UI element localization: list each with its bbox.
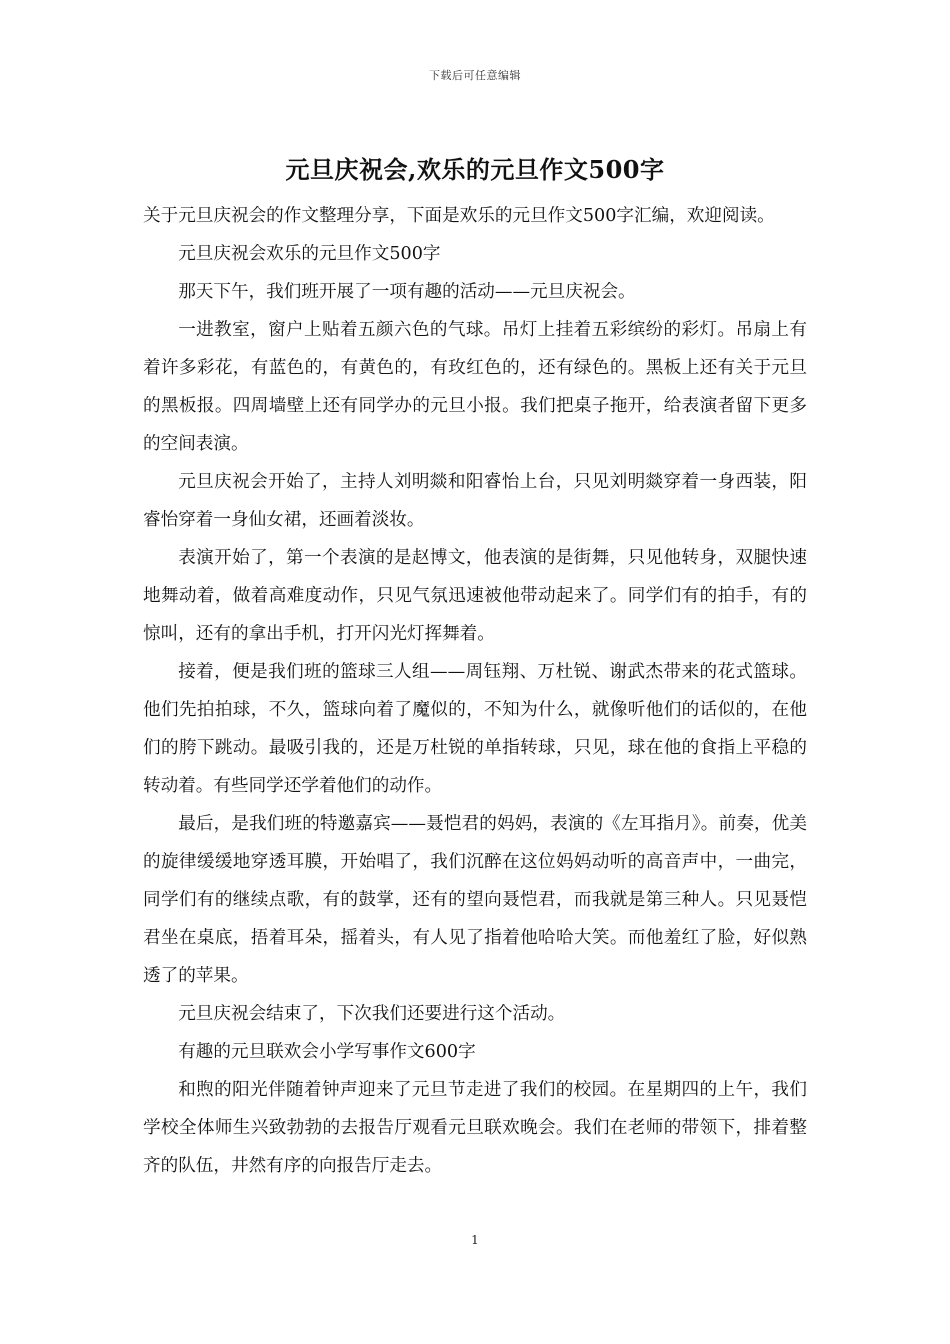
body-paragraph: 和煦的阳光伴随着钟声迎来了元旦节走进了我们的校园。在星期四的上午，我们学校全体师生兴致勃勃的去报告厅观看元旦联欢晚会。我们在老师的带领下，排着整齐的队伍，井然有序的向报告厅走去。 <box>143 1080 807 1176</box>
body-paragraph: 最后，是我们班的特邀嘉宾——聂恺君的妈妈，表演的《左耳指月》。前奏，优美的旋律缓缓地穿透耳膜，开始唱了，我们沉醉在这位妈妈动听的高音声中，一曲完，同学们有的继续点歌，有的鼓掌，还有的望向聂恺君，而我就是第三种人。只见聂恺君坐在桌底，捂着耳朵，摇着头，有人见了指着他哈哈大笑。而他羞红了脸，好似熟透了的苹果。 <box>143 814 807 986</box>
document-body <box>143 197 807 1185</box>
body-paragraph: 有趣的元旦联欢会小学写事作文600字 <box>178 1042 476 1062</box>
document-title: 元旦庆祝会,欢乐的元旦作文500字 <box>285 155 665 184</box>
body-paragraph: 元旦庆祝会欢乐的元旦作文500字 <box>178 244 441 264</box>
page-number: 1 <box>471 1233 479 1247</box>
body-paragraph: 表演开始了，第一个表演的是赵博文，他表演的是街舞，只见他转身，双腿快速地舞动着，做着高难度动作，只见气氛迅速被他带动起来了。同学们有的拍手，有的惊叫，还有的拿出手机，打开闪光灯挥舞着。 <box>143 548 807 644</box>
body-paragraph: 那天下午，我们班开展了一项有趣的活动——元旦庆祝会。 <box>178 282 636 302</box>
body-paragraph: 元旦庆祝会结束了，下次我们还要进行这个活动。 <box>178 1004 566 1024</box>
body-paragraph: 关于元旦庆祝会的作文整理分享，下面是欢乐的元旦作文500字汇编，欢迎阅读。 <box>143 206 775 226</box>
body-paragraph: 接着，便是我们班的篮球三人组——周钰翔、万杜锐、谢武杰带来的花式篮球。他们先拍拍球，不久，篮球向着了魔似的，不知为什么，就像听他们的话似的，在他们的胯下跳动。最吸引我的，还是万杜锐的单指转球，只见，球在他的食指上平稳的转动着。有些同学还学着他们的动作。 <box>143 662 807 796</box>
body-paragraph: 元旦庆祝会开始了，主持人刘明燚和阳睿怡上台，只见刘明燚穿着一身西装，阳睿怡穿着一身仙女裙，还画着淡妆。 <box>143 472 807 530</box>
header-note: 下载后可任意编辑 <box>429 69 521 82</box>
body-paragraph: 一进教室，窗户上贴着五颜六色的气球。吊灯上挂着五彩缤纷的彩灯。吊扇上有着许多彩花，有蓝色的，有黄色的，有玫红色的，还有绿色的。黑板上还有关于元旦的黑板报。四周墙壁上还有同学办的元旦小报。我们把桌子拖开，给表演者留下更多的空间表演。 <box>143 320 807 454</box>
